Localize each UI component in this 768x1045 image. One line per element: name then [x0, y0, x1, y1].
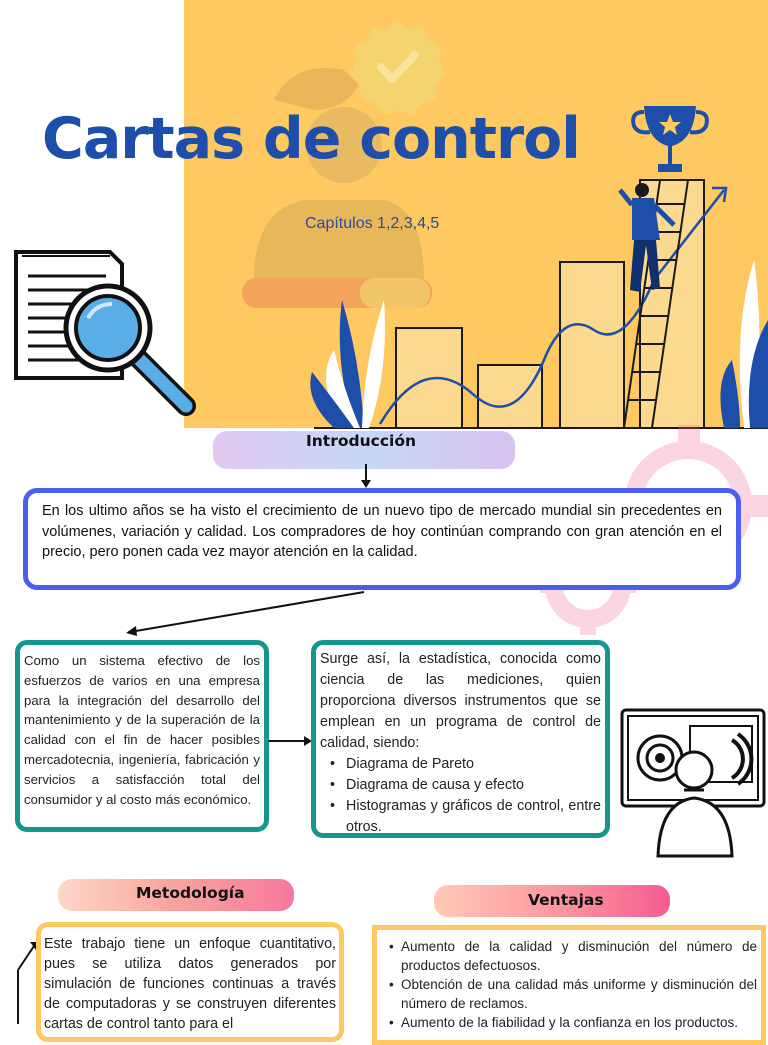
- advantages-item: • Obtención de una calidad más uniforme y disminución del número de reclamos.: [401, 975, 757, 1013]
- advantages-list: [385, 937, 757, 1032]
- magnifier-document-icon: [10, 248, 202, 424]
- statistics-box: [311, 640, 610, 838]
- arrow-right: [268, 733, 314, 749]
- plant-right: [720, 260, 768, 428]
- trophy-icon: [633, 106, 707, 172]
- statistics-intro: Surge así, la estadística, conocida como ciencia de las mediciones, quien proporciona diversos instrumentos que se emplean en un programa de control de calidad, siendo:: [320, 651, 601, 751]
- plant-left: [310, 300, 385, 428]
- arrow-diagonal: [120, 588, 370, 638]
- system-text: Como un sistema efectivo de los esfuerzos de varios en una empresa para la integración del desarrollo del mantenimiento y de la superación de la calidad con el fin de hacer posibles mercadotecnia, ingeniería, fabricación y servicios a satisfacción total del consumidor y al costo más económico.: [24, 653, 260, 807]
- arrow-down: [358, 464, 374, 490]
- page-subtitle: Capítulos 1,2,3,4,5: [305, 215, 440, 232]
- advantages-item: • Aumento de la fiabilidad y la confianza en los productos.: [401, 1013, 757, 1032]
- check-badge-icon: [351, 21, 445, 115]
- page-title: Cartas de control: [42, 106, 580, 172]
- methodology-text: Este trabajo tiene un enfoque cuantitativo, pues se utiliza datos generados por simulación de funciones continuas a través de computadoras y se construyen diferentes cartas de control tanto para el: [44, 936, 336, 1032]
- methodology-heading: Metodología: [136, 884, 245, 902]
- statistics-list: [320, 754, 601, 838]
- advantages-item: • Aumento de la calidad y disminución del número de productos defectuosos.: [401, 937, 757, 975]
- system-box: [15, 640, 269, 832]
- advantages-heading: Ventajas: [528, 891, 604, 909]
- intro-heading: Introducción: [306, 432, 417, 450]
- presentation-board-icon: [618, 706, 768, 858]
- statistics-item: • Diagrama de causa y efecto: [346, 775, 601, 796]
- statistics-item: • Histogramas y gráficos de control, entre otros.: [346, 796, 601, 838]
- statistics-item: • Diagrama de Pareto: [346, 754, 601, 775]
- methodology-box: [36, 922, 344, 1042]
- intro-text: En los ultimo años se ha visto el crecimiento de un nuevo tipo de mercado mundial sin precedentes en volúmenes, variación y calidad. Los compradores de hoy continúan comprando con gran atención en el precio, pero ponen cada vez mayor atención en la calidad.: [42, 503, 722, 560]
- intro-box: [23, 488, 741, 590]
- advantages-box: [372, 925, 766, 1045]
- hero-illustration: [184, 0, 768, 430]
